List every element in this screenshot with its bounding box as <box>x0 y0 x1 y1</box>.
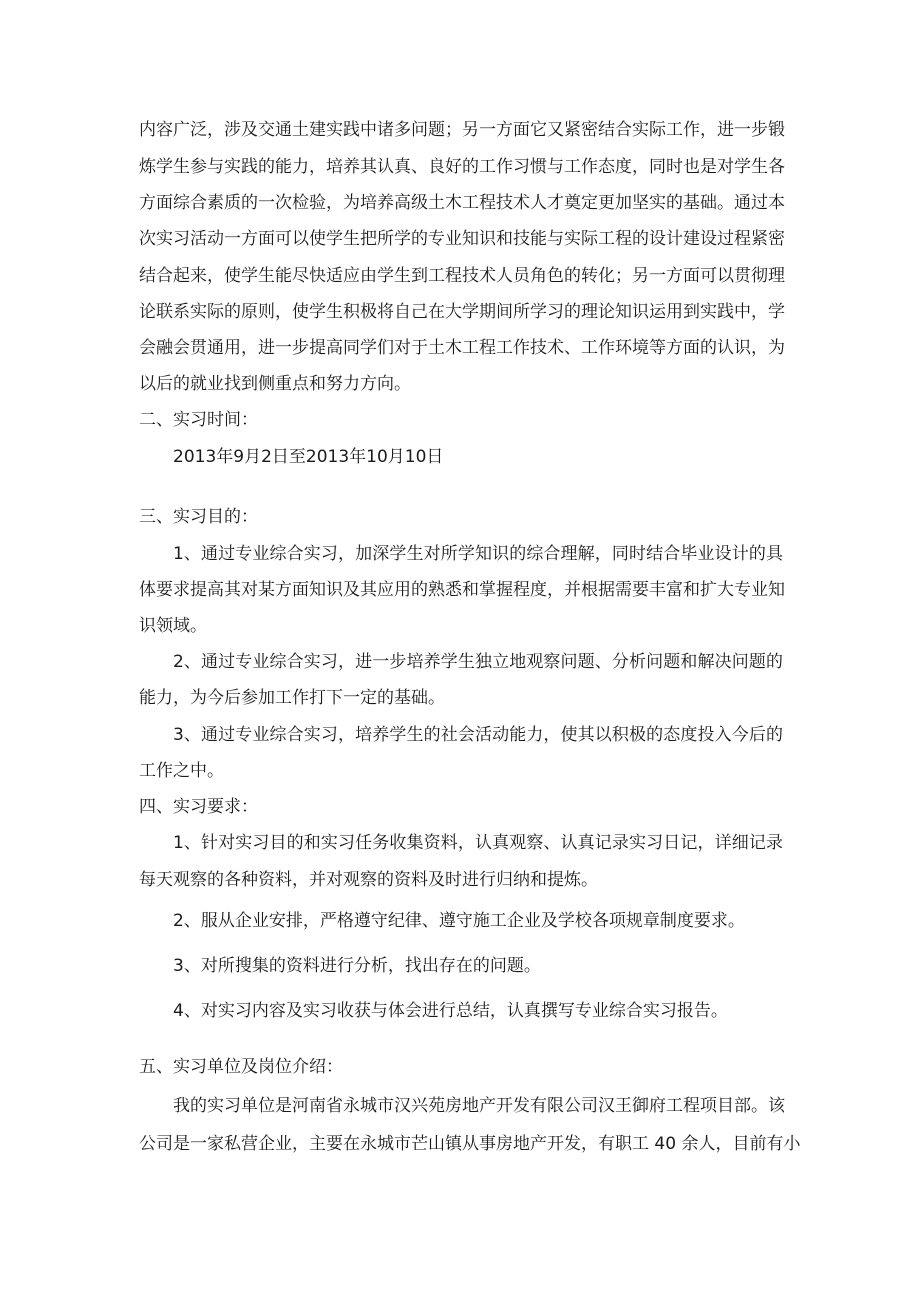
paragraph-line: 1、针对实习目的和实习任务收集资料，认真观察、认真记录实习日记，详细记录 <box>173 833 783 853</box>
paragraph-line: 体要求提高其对某方面知识及其应用的熟悉和掌握程度，并根据需要丰富和扩大专业知 <box>139 580 785 600</box>
paragraph-line: 1、通过专业综合实习，加深学生对所学知识的综合理解，同时结合毕业设计的具 <box>173 544 783 564</box>
paragraph-line: 能力，为今后参加工作打下一定的基础。 <box>139 688 445 708</box>
paragraph-line: 会融会贯通用，进一步提高同学们对于土木工程工作技术、工作环境等方面的认识，为 <box>139 338 785 358</box>
paragraph-line: 2、通过专业综合实习，进一步培养学生独立地观察问题、分析问题和解决问题的 <box>173 652 783 672</box>
paragraph-line: 2、服从企业安排，严格遵守纪律、遵守施工企业及学校各项规章制度要求。 <box>173 911 745 931</box>
paragraph-line: 4、对实习内容及实习收获与体会进行总结，认真撰写专业综合实习报告。 <box>173 1001 728 1021</box>
paragraph-line: 3、通过专业综合实习，培养学生的社会活动能力，使其以积极的态度投入今后的 <box>173 725 783 745</box>
paragraph-line: 结合起来，使学生能尽快适应由学生到工程技术人员角色的转化；另一方面可以贯彻理 <box>139 266 785 286</box>
section-heading-company: 五、实习单位及岗位介绍： <box>139 1057 343 1077</box>
paragraph-line: 次实习活动一方面可以使学生把所学的专业知识和技能与实际工程的设计建设过程紧密 <box>139 229 785 249</box>
paragraph-line: 识领域。 <box>139 616 207 636</box>
paragraph-line: 论联系实际的原则，使学生积极将自己在大学期间所学习的理论知识运用到实践中，学 <box>139 302 785 322</box>
paragraph-line: 方面综合素质的一次检验，为培养高级土木工程技术人才奠定更加坚实的基础。通过本 <box>139 193 785 213</box>
paragraph-line: 内容广泛，涉及交通土建实践中诸多问题；另一方面它又紧密结合实际工作，进一步锻 <box>139 120 785 140</box>
paragraph-line: 工作之中。 <box>139 761 224 781</box>
paragraph-line: 公司是一家私营企业，主要在永城市芒山镇从事房地产开发，有职工 40 余人，目前有小 <box>139 1134 801 1154</box>
paragraph-line: 每天观察的各种资料，并对观察的资料及时进行归纳和提炼。 <box>139 870 598 890</box>
section-heading-purpose: 三、实习目的： <box>139 507 258 527</box>
section-heading-time: 二、实习时间： <box>139 410 258 430</box>
paragraph-line: 3、对所搜集的资料进行分析，找出存在的问题。 <box>173 956 541 976</box>
paragraph-line: 我的实习单位是河南省永城市汉兴苑房地产开发有限公司汉王御府工程项目部。该 <box>173 1096 785 1116</box>
paragraph-line: 炼学生参与实践的能力，培养其认真、良好的工作习惯与工作态度，同时也是对学生各 <box>139 157 785 177</box>
section-heading-requirements: 四、实习要求： <box>139 797 258 817</box>
internship-dates: 2013年9月2日至2013年10月10日 <box>173 447 444 467</box>
paragraph-line: 以后的就业找到侧重点和努力方向。 <box>139 374 411 394</box>
